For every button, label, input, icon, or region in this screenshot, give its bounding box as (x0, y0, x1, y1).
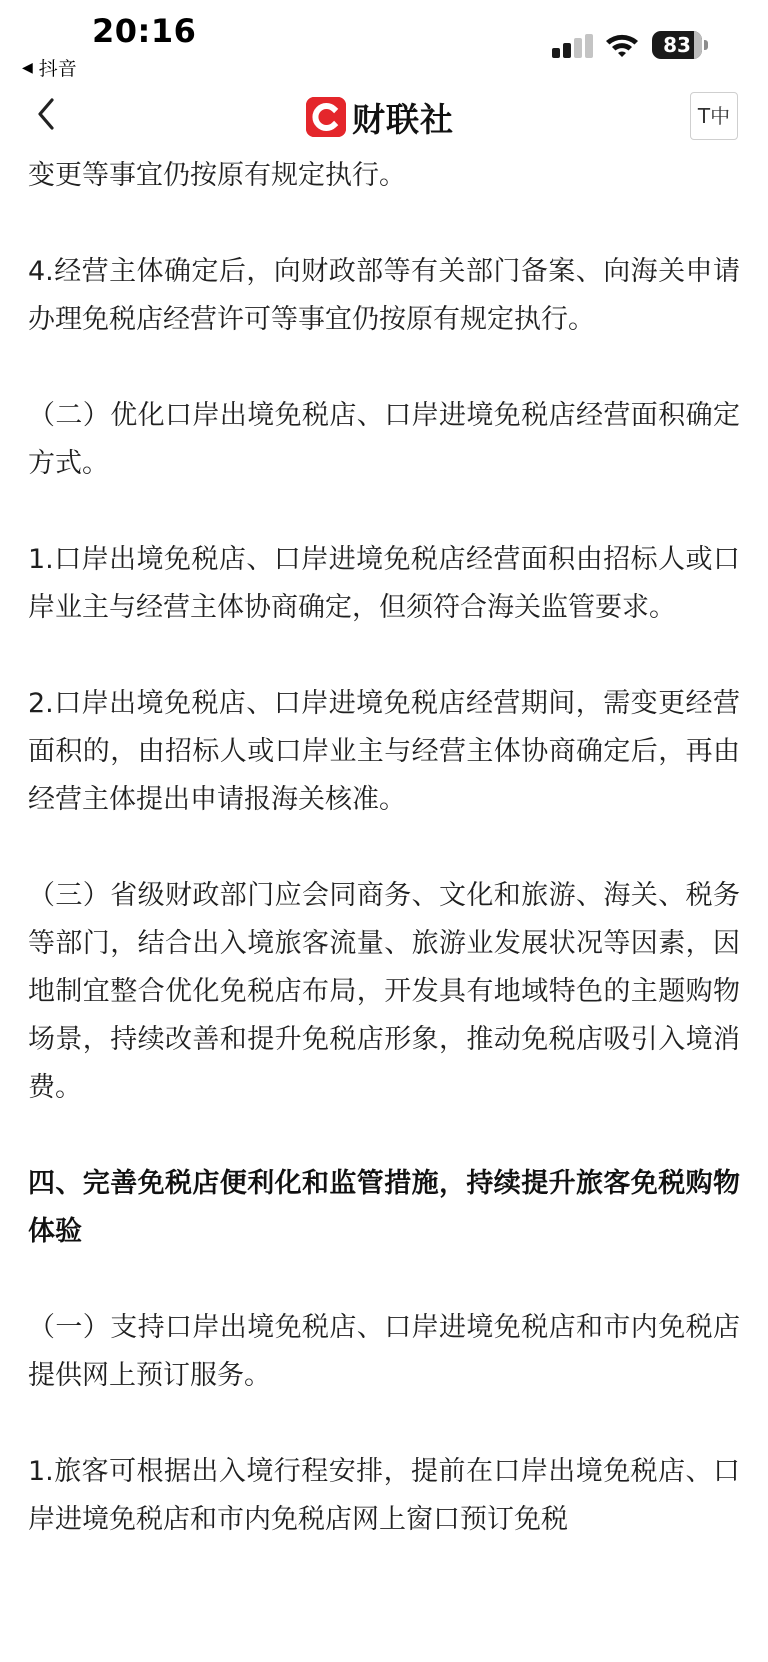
article-paragraph: （一）支持口岸出境免税店、口岸进境免税店和市内免税店提供网上预订服务。 (28, 1312, 740, 1391)
back-app-label: 抖音 (38, 58, 77, 80)
cellular-signal-icon (552, 34, 594, 58)
back-triangle-icon: ◀ (22, 59, 33, 76)
top-nav-bar (0, 84, 768, 152)
logo-c-badge-icon (306, 97, 346, 137)
cailianshe-logo (306, 96, 454, 138)
status-bar (0, 0, 768, 84)
logo-text: 财联社 (352, 99, 454, 139)
battery-cap (704, 40, 708, 50)
article-paragraph: 1.旅客可根据出入境行程安排，提前在口岸出境免税店、口岸进境免税店和市内免税店网上窗口预订免税 (28, 1456, 740, 1535)
battery-indicator (652, 31, 710, 59)
status-time: 20:16 (92, 12, 197, 50)
article-paragraph: 1.口岸出境免税店、口岸进境免税店经营面积由招标人或口岸业主与经营主体协商确定，但须符合海关监管要求。 (28, 544, 740, 623)
battery-body (652, 31, 702, 59)
battery-level-label: 83 (663, 33, 691, 57)
section-heading: 四、完善免税店便利化和监管措施，持续提升旅客免税购物体验 (28, 1168, 740, 1247)
article-paragraph: 4.经营主体确定后，向财政部等有关部门备案、向海关申请办理免税店经营许可等事宜仍按原有规定执行。 (28, 256, 740, 335)
article-paragraph: 变更等事宜仍按原有规定执行。 (28, 160, 406, 191)
article-body (28, 152, 740, 1544)
article-paragraph: （三）省级财政部门应会同商务、文化和旅游、海关、税务等部门，结合出入境旅客流量、旅游业发展状况等因素，因地制宜整合优化免税店布局，开发具有地域特色的主题购物场景，持续改善和提升免税店形象，推动免税店吸引入境消费。 (28, 880, 740, 1103)
article-paragraph: （二）优化口岸出境免税店、口岸进境免税店经营面积确定方式。 (28, 400, 740, 479)
back-to-app-link[interactable] (22, 54, 77, 81)
back-chevron-icon[interactable] (30, 92, 66, 136)
wifi-icon (604, 32, 640, 58)
article-paragraph: 2.口岸出境免税店、口岸进境免税店经营期间，需变更经营面积的，由招标人或口岸业主与经营主体协商确定后，再由经营主体提出申请报海关核准。 (28, 688, 740, 815)
font-size-button[interactable]: T中 (690, 92, 738, 140)
